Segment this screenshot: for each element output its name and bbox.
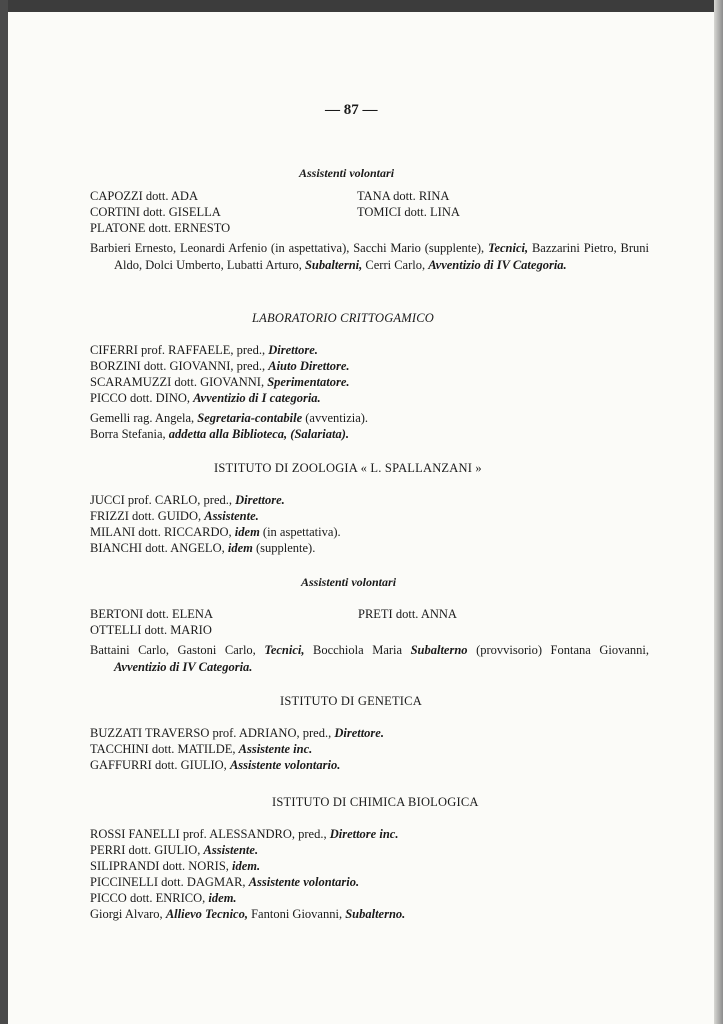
staff-name: SCARAMUZZI dott. GIOVANNI,	[90, 375, 268, 389]
section-heading: ISTITUTO DI ZOOLOGIA « L. SPALLANZANI »	[214, 461, 482, 475]
staff-role: Direttore.	[334, 726, 384, 740]
para-role: Tecnici,	[487, 241, 529, 255]
staff-line	[90, 342, 318, 358]
name-entry: TANA dott. RINA	[357, 189, 450, 203]
staff-name: Giorgi Alvaro,	[90, 907, 166, 921]
name-entry: OTTELLI dott. MARIO	[90, 623, 212, 637]
staff-line	[90, 410, 368, 426]
staff-name: CIFERRI prof. RAFFAELE, pred.,	[90, 343, 269, 357]
staff-name: PICCO dott. DINO,	[90, 391, 194, 405]
staff-name: PERRI dott. GIULIO,	[90, 843, 204, 857]
staff-line	[90, 492, 285, 508]
staff-role: Assistente inc.	[238, 742, 313, 756]
name-entry: TOMICI dott. LINA	[357, 205, 460, 219]
staff-name: GAFFURRI dott. GIULIO,	[90, 758, 230, 772]
staff-line	[90, 508, 259, 524]
para-role: Tecnici,	[264, 643, 305, 657]
staff-role: Direttore inc.	[329, 827, 399, 841]
name-entry: CORTINI dott. GISELLA	[90, 205, 221, 219]
page-number: — 87 —	[325, 102, 378, 118]
staff-line	[90, 524, 341, 540]
staff-name: Fantoni Giovanni,	[247, 907, 346, 921]
para-text: Barbieri Ernesto, Leonardi Arfenio (in aspettativa), Sacchi Mario (supplente),	[90, 241, 488, 255]
scan-border-top	[0, 0, 723, 12]
subheading-assistenti-volontari: Assistenti volontari	[301, 575, 397, 589]
para-text: Cerri Carlo,	[362, 257, 429, 272]
staff-role: Avventizio di I categoria.	[193, 391, 321, 405]
staff-role: Segretaria-contabile	[197, 411, 303, 425]
staff-note: (avventizia).	[302, 411, 369, 425]
staff-paragraph	[90, 240, 649, 273]
staff-role: addetta alla Biblioteca, (Salariata).	[168, 427, 349, 441]
staff-role: idem	[227, 541, 253, 555]
staff-role: Direttore.	[268, 343, 318, 357]
staff-name: BIANCHI dott. ANGELO,	[90, 541, 228, 555]
staff-name: BORZINI dott. GIOVANNI, pred.,	[90, 359, 269, 373]
document-page	[8, 12, 714, 1024]
staff-role: Subalterno.	[345, 907, 406, 921]
staff-note: (supplente).	[252, 541, 316, 555]
staff-line	[90, 757, 340, 773]
para-role: Avventizio di IV Categoria.	[428, 257, 567, 272]
para-role: Avventizio di IV Categoria.	[114, 659, 253, 674]
scan-border-left	[0, 0, 8, 1024]
staff-role: Aiuto Direttore.	[268, 359, 350, 373]
staff-line	[90, 725, 384, 741]
staff-role: Allievo Tecnico,	[165, 907, 248, 921]
para-role: Subalterno	[410, 643, 468, 657]
staff-line	[90, 874, 359, 890]
staff-name: JUCCI prof. CARLO, pred.,	[90, 493, 236, 507]
staff-name: BUZZATI TRAVERSO prof. ADRIANO, pred.,	[90, 726, 335, 740]
name-entry: BERTONI dott. ELENA	[90, 607, 213, 621]
staff-name: ROSSI FANELLI prof. ALESSANDRO, pred.,	[90, 827, 330, 841]
staff-line	[90, 540, 315, 556]
staff-name: Borra Stefania,	[90, 427, 169, 441]
section-heading: ISTITUTO DI GENETICA	[280, 694, 422, 708]
staff-role: Assistente volontario.	[229, 758, 341, 772]
staff-paragraph	[90, 642, 649, 675]
staff-name: TACCHINI dott. MATILDE,	[90, 742, 239, 756]
staff-line	[90, 374, 350, 390]
staff-name: Gemelli rag. Angela,	[90, 411, 198, 425]
staff-role: Sperimentatore.	[267, 375, 350, 389]
name-entry: PLATONE dott. ERNESTO	[90, 221, 231, 235]
scan-border-right	[714, 0, 723, 1024]
staff-line	[90, 858, 260, 874]
para-role: Subalterni,	[304, 257, 363, 272]
staff-role: idem	[234, 525, 260, 539]
name-entry: CAPOZZI dott. ADA	[90, 189, 198, 203]
staff-line	[90, 358, 350, 374]
staff-name: PICCO dott. ENRICO,	[90, 891, 209, 905]
staff-role: Assistente.	[204, 509, 259, 523]
name-entry: PRETI dott. ANNA	[358, 607, 457, 621]
staff-note: (in aspettativa).	[259, 525, 341, 539]
staff-line	[90, 426, 349, 442]
para-text: (provvisorio) Fontana Giovanni,	[467, 643, 649, 657]
section-heading: ISTITUTO DI CHIMICA BIOLOGICA	[272, 795, 479, 809]
staff-role: idem.	[208, 891, 237, 905]
subheading-assistenti-volontari: Assistenti volontari	[299, 166, 395, 180]
staff-line	[90, 906, 405, 922]
para-text: Bazzarini Pietro, Bruni Aldo, Dolci Umberto, Lubatti Arturo,	[114, 241, 649, 272]
para-text: Battaini Carlo, Gastoni Carlo,	[90, 643, 265, 657]
staff-role: idem.	[232, 859, 261, 873]
staff-name: PICCINELLI dott. DAGMAR,	[90, 875, 249, 889]
para-text: Bocchiola Maria	[304, 643, 411, 657]
staff-name: FRIZZI dott. GUIDO,	[90, 509, 205, 523]
staff-name: SILIPRANDI dott. NORIS,	[90, 859, 233, 873]
staff-line	[90, 390, 321, 406]
section-heading: LABORATORIO CRITTOGAMICO	[252, 311, 435, 325]
staff-line	[90, 890, 237, 906]
staff-line	[90, 826, 398, 842]
staff-role: Assistente volontario.	[248, 875, 360, 889]
staff-line	[90, 842, 258, 858]
staff-role: Assistente.	[203, 843, 259, 857]
staff-line	[90, 741, 312, 757]
staff-name: MILANI dott. RICCARDO,	[90, 525, 235, 539]
staff-role: Direttore.	[235, 493, 285, 507]
